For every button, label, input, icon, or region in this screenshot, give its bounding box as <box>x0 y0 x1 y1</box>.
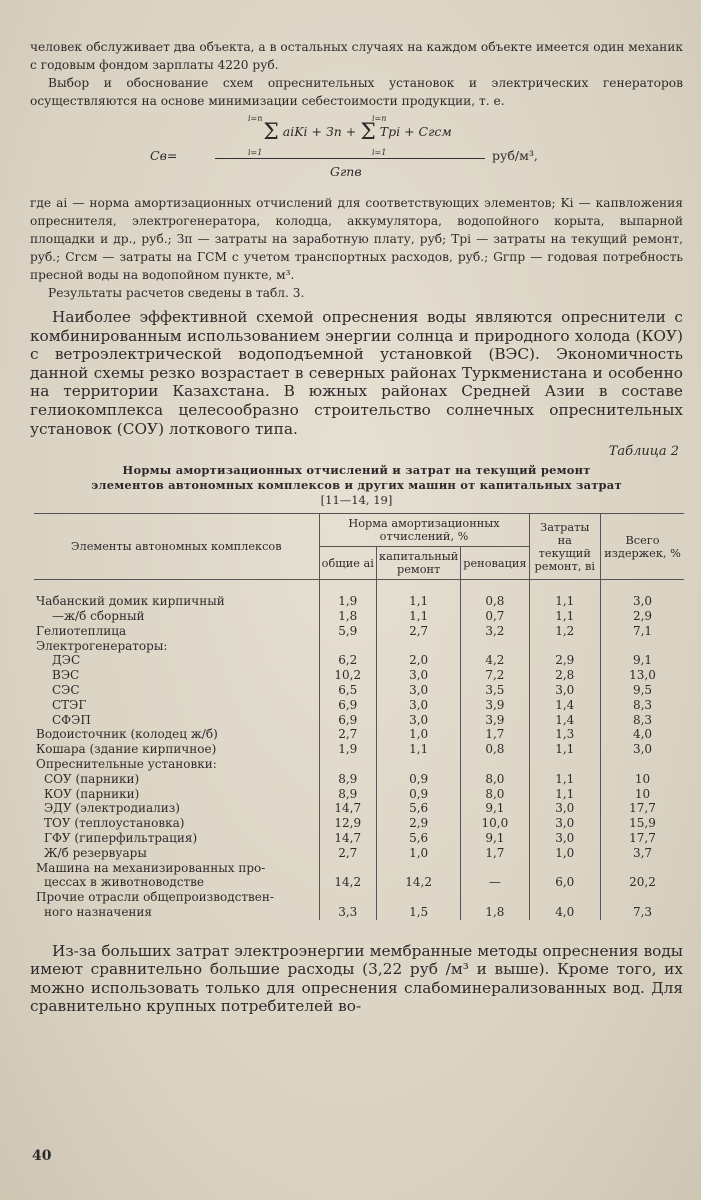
cell-capital: 3,0 <box>377 698 461 713</box>
cell-capital: 5,6 <box>377 831 461 846</box>
row-name: ДЭС <box>52 653 81 668</box>
table-row <box>34 742 684 757</box>
intro-line1: человек обслуживает два объекта, а в остальных случаях на каждом объекте имеется один механик с годовым фондом зарплаты 4220 руб. <box>30 40 683 72</box>
table-row <box>34 609 684 624</box>
cell-common: 8,9 <box>319 772 377 787</box>
cell-common: 14,7 <box>319 831 377 846</box>
table-caption: Таблица 2 <box>608 444 679 460</box>
cell-common: 14,7 <box>319 801 377 816</box>
formula-lhs: Cв= <box>150 148 178 163</box>
cell-capital: 3,0 <box>377 683 461 698</box>
formula-unit: руб/м³, <box>492 148 538 163</box>
header-elements: Элементы автономных комплексов <box>34 514 319 580</box>
cell-common: 5,9 <box>319 624 377 639</box>
row-name: СОУ (парники) <box>44 771 140 786</box>
cell-repair: 1,1 <box>529 772 601 787</box>
row-name: Чабанский домик кирпичный <box>36 594 225 609</box>
cell-total: 13,0 <box>601 668 684 683</box>
table-row <box>34 713 684 728</box>
cell-renovation: 0,7 <box>461 609 529 624</box>
cell-repair: 3,0 <box>529 683 601 698</box>
cell-common: 2,7 <box>319 727 377 742</box>
table-row <box>34 639 684 654</box>
header-common: общие ai <box>319 547 377 580</box>
cell-total: 10 <box>601 772 684 787</box>
cell-renovation: 3,9 <box>461 698 529 713</box>
row-name: ЭДУ (электродиализ) <box>44 801 180 816</box>
row-name: СТЭГ <box>52 697 87 712</box>
row-name: Электрогенераторы: <box>36 638 168 653</box>
cell-repair: 1,1 <box>529 609 601 624</box>
cell-capital: 2,7 <box>377 624 461 639</box>
row-name: Машина на механизированных про- <box>36 860 266 875</box>
table-title-1: Нормы амортизационных отчислений и затрат на текущий ремонт <box>122 463 591 478</box>
table-row <box>34 861 684 876</box>
table-row <box>34 787 684 802</box>
table-row <box>34 875 684 890</box>
table-title-2: элементов автономных комплексов и других машин от капитальных затрат <box>91 478 622 493</box>
cell-repair: 1,3 <box>529 727 601 742</box>
cell-repair: 4,0 <box>529 905 601 920</box>
cell-total: 7,3 <box>601 905 684 920</box>
cell-repair: 3,0 <box>529 816 601 831</box>
intro-text <box>30 38 683 110</box>
cell-renovation: 3,9 <box>461 713 529 728</box>
row-name: ТОУ (теплоустановка) <box>44 816 185 831</box>
row-name: СФЭП <box>52 712 91 727</box>
cell-common: 1,9 <box>319 742 377 757</box>
cell-total: 4,0 <box>601 727 684 742</box>
cell-capital: 0,9 <box>377 772 461 787</box>
table-row <box>34 683 684 698</box>
row-name: Кошара (здание кирпичное) <box>36 742 217 757</box>
cell-capital: 1,0 <box>377 727 461 742</box>
table-row <box>34 727 684 742</box>
intro-line2: Выбор и обоснование схем опреснительных установок и электрических генераторов осуществляются на основе минимизации себестоимости продукции, т. е. <box>30 76 683 108</box>
cell-capital: 1,0 <box>377 846 461 861</box>
row-name: ГФУ (гиперфильтрация) <box>44 830 198 845</box>
cell-common: 1,8 <box>319 609 377 624</box>
page-number: 40 <box>32 1148 52 1164</box>
cell-renovation: 3,5 <box>461 683 529 698</box>
header-renovation: реновация <box>461 547 529 580</box>
table-title-3: [11—14, 19] <box>320 493 393 508</box>
table-row <box>34 757 684 772</box>
table-row <box>34 905 684 920</box>
cell-capital: 1,1 <box>377 742 461 757</box>
sum1-bottom: i=1 <box>248 148 263 157</box>
cell-common: 6,9 <box>319 698 377 713</box>
table-row <box>34 624 684 639</box>
row-name: Водоисточник (колодец ж/б) <box>36 727 218 742</box>
sum2-bottom: i=1 <box>372 148 387 157</box>
table-row <box>34 801 684 816</box>
formula-denominator: Gгпв <box>330 164 362 179</box>
header-total: Всего издержек, % <box>601 514 684 580</box>
fraction-bar <box>215 158 485 159</box>
cell-renovation: 9,1 <box>461 831 529 846</box>
cell-renovation: 8,0 <box>461 787 529 802</box>
cell-capital: 14,2 <box>377 875 461 890</box>
cell-repair: 3,0 <box>529 801 601 816</box>
cell-repair: 1,4 <box>529 713 601 728</box>
header-repair: Затраты на текущий ремонт, вi <box>529 514 601 580</box>
cell-renovation: — <box>461 875 529 890</box>
cell-total: 7,1 <box>601 624 684 639</box>
final-paragraph: Из-за больших затрат электроэнергии мембранные методы опреснения воды имеют сравнительно большие расходы (3,22 руб /м³ и выше). Кроме того, их можно использовать только для опреснения слабоминерализованных вод. Для сравнительно крупных потребителей во- <box>30 941 683 1016</box>
cell-common: 8,9 <box>319 787 377 802</box>
cell-capital: 1,1 <box>377 609 461 624</box>
definitions: где ai — норма амортизационных отчислений для соответствующих элементов; Ki — капвложения опреснителя, электрогенератора, колодца, аккумулятора, водопойного корыта, выпарной площадки и др., руб.; Зп — затраты на заработную плату, руб; Tpi — затраты на текущий ремонт, руб.; Cгсм — затраты на ГСМ с учетом транспортных расходов, руб.; Gгпр — годовая потребность пресной воды на водопойном пункте, м³. <box>30 196 683 282</box>
main-paragraph: Наиболее эффективной схемой опреснения воды являются опреснители с комбинированным использованием энергии солнца и природного холода (КОУ) с ветроэлектрической водоподъемной установкой (ВЭС). Экономичность данной схемы резко возрастает в северных районах Туркменистана и особенно на территории Казахстана. В южных районах Средней Азии в составе гелиокомплекса целесообразно строительство солнечных опреснительных установок (СОУ) лоткового типа. <box>30 308 683 438</box>
cell-total: 20,2 <box>601 875 684 890</box>
table-row <box>34 668 684 683</box>
cell-total: 17,7 <box>601 831 684 846</box>
cell-renovation: 0,8 <box>461 594 529 609</box>
cell-capital: 1,1 <box>377 594 461 609</box>
cell-repair: 1,1 <box>529 742 601 757</box>
cell-repair: 1,0 <box>529 846 601 861</box>
cell-common: 14,2 <box>319 875 377 890</box>
row-name: Прочие отрасли общепроизводствен- <box>36 890 274 905</box>
cell-common: 1,9 <box>319 594 377 609</box>
cell-total: 9,5 <box>601 683 684 698</box>
header-capital: капитальный ремонт <box>377 547 461 580</box>
row-name: СЭС <box>52 682 80 697</box>
cell-capital: 3,0 <box>377 713 461 728</box>
cell-repair: 2,8 <box>529 668 601 683</box>
cell-common: 6,2 <box>319 653 377 668</box>
cell-total: 3,0 <box>601 742 684 757</box>
cell-renovation: 9,1 <box>461 801 529 816</box>
sum1-top: i=n <box>248 114 263 123</box>
cell-capital: 2,9 <box>377 816 461 831</box>
table-row <box>34 698 684 713</box>
cell-repair: 1,2 <box>529 624 601 639</box>
sum2-top: i=n <box>372 114 387 123</box>
cell-renovation: 1,8 <box>461 905 529 920</box>
formula-numerator <box>225 120 490 145</box>
cell-renovation: 7,2 <box>461 668 529 683</box>
cell-capital: 2,0 <box>377 653 461 668</box>
cell-common: 12,9 <box>319 816 377 831</box>
cell-common: 3,3 <box>319 905 377 920</box>
cell-repair: 1,4 <box>529 698 601 713</box>
numerator-a: aiKi + Зп + <box>282 124 357 139</box>
cell-total: 15,9 <box>601 816 684 831</box>
row-name: ного назначения <box>44 904 152 919</box>
cell-total: 3,7 <box>601 846 684 861</box>
cell-renovation: 3,2 <box>461 624 529 639</box>
table-row <box>34 816 684 831</box>
cell-total: 8,3 <box>601 698 684 713</box>
results-note: Результаты расчетов сведены в табл. 3. <box>48 286 305 300</box>
cell-renovation: 1,7 <box>461 846 529 861</box>
table-row <box>34 846 684 861</box>
cell-capital: 1,5 <box>377 905 461 920</box>
cell-repair: 6,0 <box>529 875 601 890</box>
table-row <box>34 653 684 668</box>
row-name: ВЭС <box>52 668 80 683</box>
cell-total: 8,3 <box>601 713 684 728</box>
cell-renovation: 1,7 <box>461 727 529 742</box>
cell-renovation: 4,2 <box>461 653 529 668</box>
cell-repair: 1,1 <box>529 787 601 802</box>
cell-common: 10,2 <box>319 668 377 683</box>
row-name: —ж/б сборный <box>52 608 145 623</box>
cell-common: 2,7 <box>319 846 377 861</box>
cell-renovation: 8,0 <box>461 772 529 787</box>
cell-total: 9,1 <box>601 653 684 668</box>
numerator-b: Tpi + Cгсм <box>379 124 452 139</box>
cell-common: 6,5 <box>319 683 377 698</box>
row-name: цессах в животноводстве <box>44 875 205 890</box>
cell-repair: 1,1 <box>529 594 601 609</box>
cell-capital: 3,0 <box>377 668 461 683</box>
sigma-icon: Σ <box>263 120 279 145</box>
norms-table <box>34 513 684 920</box>
cost-formula <box>30 114 683 186</box>
cell-capital: 0,9 <box>377 787 461 802</box>
cell-renovation: 10,0 <box>461 816 529 831</box>
row-name: КОУ (парники) <box>44 786 140 801</box>
cell-repair: 3,0 <box>529 831 601 846</box>
sigma-icon: Σ <box>360 120 376 145</box>
table-row <box>34 831 684 846</box>
cell-total: 3,0 <box>601 594 684 609</box>
table-row <box>34 772 684 787</box>
table-row <box>34 890 684 905</box>
cell-common: 6,9 <box>319 713 377 728</box>
cell-capital: 5,6 <box>377 801 461 816</box>
row-name: Опреснительные установки: <box>36 756 217 771</box>
cell-total: 17,7 <box>601 801 684 816</box>
definitions-text <box>30 194 683 302</box>
cell-total: 10 <box>601 787 684 802</box>
table-row <box>34 594 684 609</box>
cell-repair: 2,9 <box>529 653 601 668</box>
row-name: Гелиотеплица <box>36 623 127 638</box>
main-paragraph-block <box>30 308 683 438</box>
header-norm-group: Норма амортизационных отчислений, % <box>319 514 529 547</box>
cell-total: 2,9 <box>601 609 684 624</box>
final-paragraph-block <box>30 942 683 1016</box>
row-name: Ж/б резервуары <box>44 845 147 860</box>
cell-renovation: 0,8 <box>461 742 529 757</box>
